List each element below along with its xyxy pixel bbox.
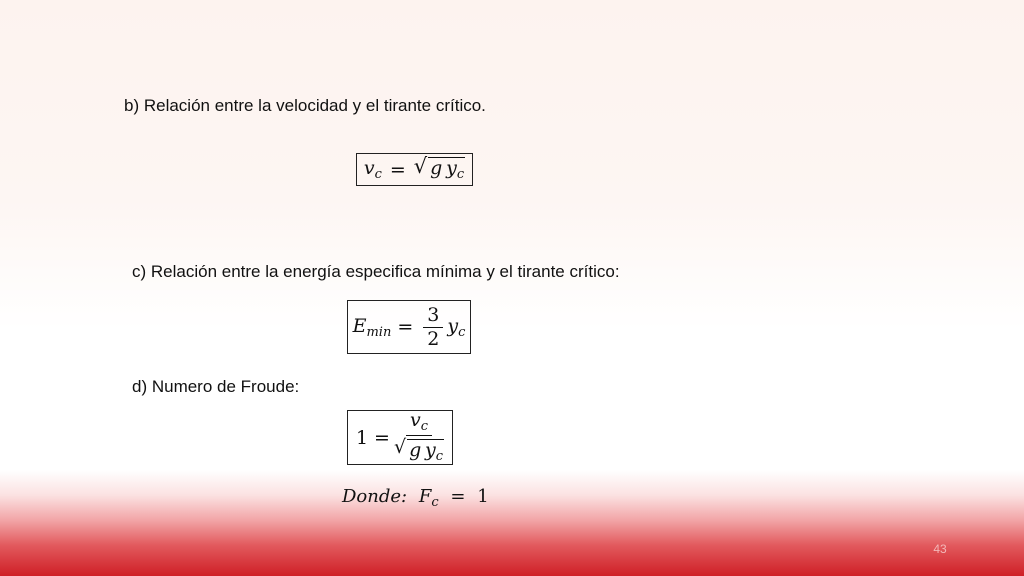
note-value: 1 [477,486,489,507]
fraction-three-halves: $\frac{3}{2}$ [423,305,443,350]
equals-sign: = [389,158,406,181]
sqrt-expression: √ g $y_c$ [393,436,444,465]
note-label: Donde: [342,486,408,507]
equals-sign: = [397,316,414,338]
section-b-heading: b) Relación entre la velocidad y el tirante crítico. [124,96,486,115]
equals-sign: = [450,486,466,507]
section-c-heading: c) Relación entre la energía especifica mínima y el tirante crítico: [132,262,620,281]
sqrt-icon: √ [413,153,428,178]
velocity-formula-box [356,153,473,186]
sqrt-expression: √ g $y_c$ [413,153,465,182]
energy-rhs: $y_c$ [447,314,466,340]
page-number: 43 [933,542,947,556]
section-d-heading: d) Numero de Froude: [132,377,300,396]
equals-sign: = [374,426,390,449]
froude-fraction: $v_c$ √ g $y_c$ [393,408,444,465]
froude-formula-box [347,410,453,465]
energy-formula-box [347,300,471,354]
sqrt-icon: √ [393,436,407,459]
note-variable: $F_c$ [418,486,439,510]
froude-note [342,486,489,510]
froude-lhs: 1 [355,426,369,449]
energy-lhs: $E_{min}$ [352,314,392,340]
velocity-lhs: $v_c$ [363,157,382,182]
